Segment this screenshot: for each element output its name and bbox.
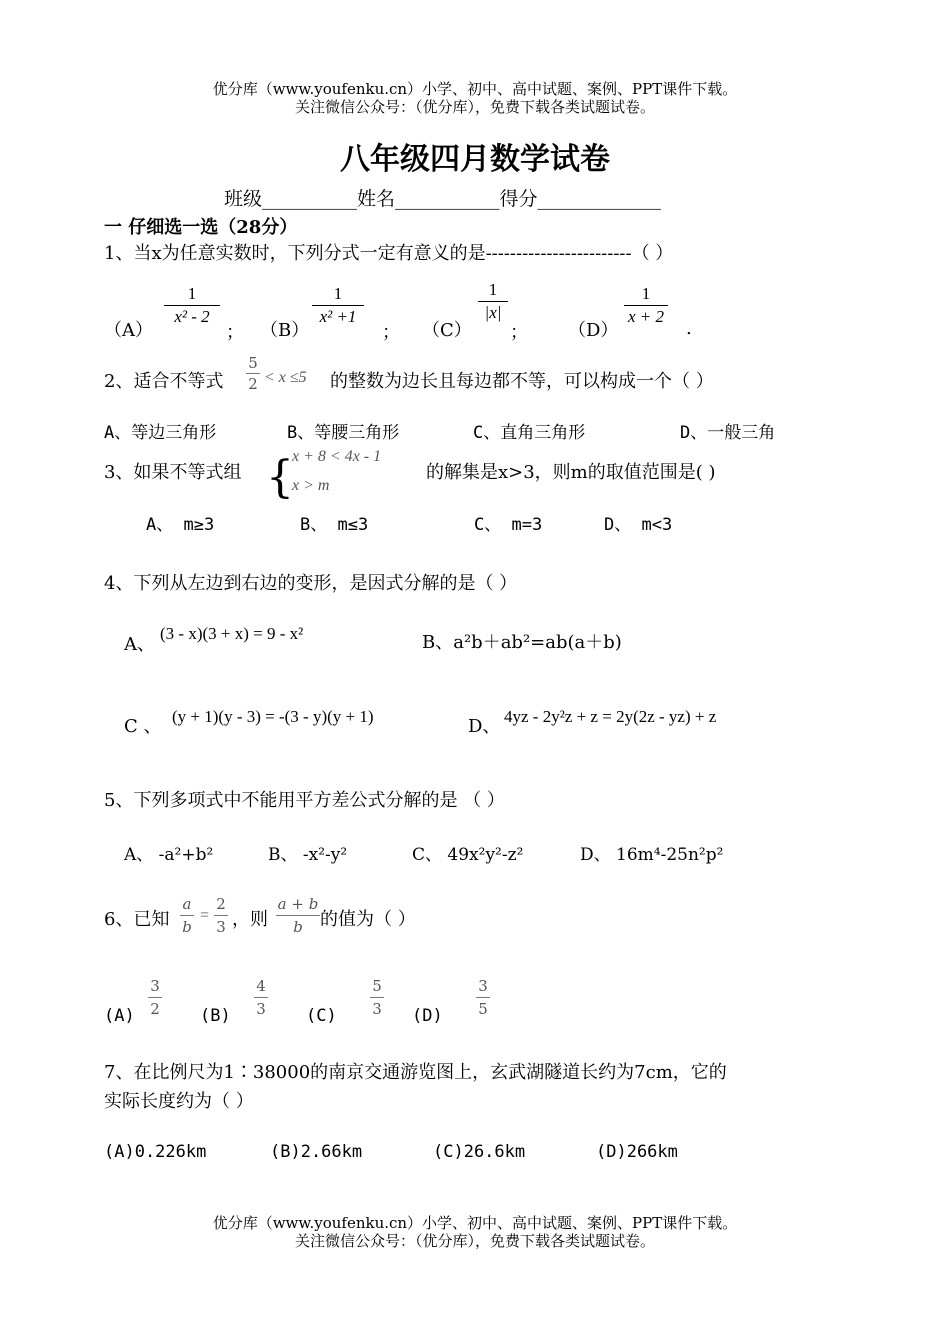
q1-d-den: x + 2 bbox=[627, 307, 665, 326]
q5-option-c: C、 49x²y²-z² bbox=[412, 845, 524, 865]
q1-option-c-sep: ； bbox=[510, 322, 528, 343]
q6-a-num: 3 bbox=[150, 977, 160, 995]
question-5: 5、下列多项式中不能用平方差公式分解的是 （ ） bbox=[104, 790, 505, 811]
left-brace-icon: { bbox=[266, 452, 294, 503]
q1-option-c-label: （C） bbox=[422, 320, 472, 341]
question-7-line-2: 实际长度约为（ ） bbox=[104, 1091, 254, 1112]
page-title: 八年级四月数学试卷 bbox=[340, 142, 610, 177]
q3-option-d: D、 m<3 bbox=[604, 515, 673, 535]
q6-option-c-label: (C) bbox=[306, 1006, 337, 1026]
q2-inequality: < x ≤5 bbox=[264, 369, 307, 386]
q6-prefix: 6、已知 bbox=[104, 909, 170, 930]
q6-c-den: 3 bbox=[372, 1000, 382, 1018]
q6-a-den: 2 bbox=[150, 1000, 160, 1018]
fraction-bar bbox=[148, 997, 162, 998]
q2-prefix: 2、适合不等式 bbox=[104, 371, 224, 392]
q6-d-den: 5 bbox=[478, 1000, 488, 1018]
q4-option-c-label: C 、 bbox=[124, 716, 162, 737]
q5-option-b: B、 -x²-y² bbox=[268, 845, 348, 865]
q6-option-a-label: (A) bbox=[104, 1006, 135, 1026]
fraction-bar bbox=[254, 997, 268, 998]
fraction-bar bbox=[476, 997, 490, 998]
q6-b-den: 3 bbox=[256, 1000, 266, 1018]
fraction-bar bbox=[214, 915, 228, 916]
q3-system-line-2: x > m bbox=[292, 477, 330, 494]
q3-option-c: C、 m=3 bbox=[474, 515, 543, 535]
header-line-1: 优分库（www.youfenku.cn）小学、初中、高中试题、案例、PPT课件下载。 bbox=[212, 80, 738, 98]
q4-option-a-expr: (3 - x)(3 + x) = 9 - x² bbox=[160, 624, 304, 643]
q2-option-d: D、一般三角 bbox=[680, 423, 776, 443]
q6-option-c-fraction bbox=[370, 976, 384, 1019]
fraction-bar bbox=[180, 915, 194, 916]
q1-option-a-fraction bbox=[164, 284, 220, 327]
student-info: 班级__________姓名___________得分_____________ bbox=[224, 188, 662, 210]
q5-option-d: D、 16m⁴-25n²p² bbox=[580, 845, 724, 865]
q6-mid: ，则 bbox=[232, 909, 268, 930]
q6-option-d-label: (D) bbox=[412, 1006, 443, 1026]
q1-option-a-label: （A） bbox=[104, 320, 153, 341]
q3-suffix: 的解集是x>3，则m的取值范围是( ) bbox=[426, 462, 716, 483]
q2-fraction bbox=[246, 354, 260, 393]
q7-option-c: (C)26.6km bbox=[433, 1142, 526, 1162]
q1-option-d-label: （D） bbox=[568, 320, 619, 341]
q6-fraction-1 bbox=[180, 894, 194, 937]
q6-equals: = bbox=[200, 907, 210, 924]
q4-option-c-expr: (y + 1)(y - 3) = -(3 - y)(y + 1) bbox=[172, 707, 374, 726]
q1-d-num: 1 bbox=[641, 284, 651, 303]
q1-option-c-fraction bbox=[478, 280, 508, 323]
q6-f1-den: b bbox=[182, 918, 192, 936]
q6-f2-num: 2 bbox=[216, 895, 226, 913]
q7-option-b: (B)2.66km bbox=[270, 1142, 363, 1162]
q1-option-d-sep: . bbox=[686, 318, 692, 339]
fraction-bar bbox=[370, 997, 384, 998]
q4-option-d-label: D、 bbox=[468, 716, 501, 737]
fraction-bar bbox=[164, 305, 220, 306]
q1-c-num: 1 bbox=[488, 280, 498, 299]
q1-option-b-sep: ； bbox=[382, 322, 400, 343]
question-4: 4、下列从左边到右边的变形，是因式分解的是（ ） bbox=[104, 573, 518, 594]
q1-b-num: 1 bbox=[333, 284, 343, 303]
q2-frac-den: 2 bbox=[248, 375, 258, 393]
q6-f3-den: b bbox=[293, 918, 303, 936]
q6-f1-num: a bbox=[182, 895, 192, 913]
q3-option-b: B、 m≤3 bbox=[300, 515, 369, 535]
q6-d-num: 3 bbox=[478, 977, 488, 995]
q1-a-num: 1 bbox=[187, 284, 197, 303]
q6-fraction-3 bbox=[276, 894, 320, 937]
q4-option-b: B、a²b＋ab²=ab(a＋b) bbox=[422, 632, 622, 653]
header-line-2: 关注微信公众号：（优分库），免费下载各类试题试卷。 bbox=[294, 98, 655, 116]
q7-option-a: (A)0.226km bbox=[104, 1142, 207, 1162]
fraction-bar bbox=[624, 305, 668, 306]
q6-option-b-label: (B) bbox=[200, 1006, 231, 1026]
q6-f3-num: a + b bbox=[277, 895, 319, 913]
q1-option-a-sep: ； bbox=[226, 322, 244, 343]
question-7-line-1: 7、在比例尺为1∶38000的南京交通游览图上，玄武湖隧道长约为7cm，它的 bbox=[104, 1062, 727, 1083]
q6-option-a-fraction bbox=[148, 976, 162, 1019]
fraction-bar bbox=[276, 915, 320, 916]
q3-option-a: A、 m≥3 bbox=[146, 515, 215, 535]
q1-c-den: |x| bbox=[484, 303, 502, 322]
q6-suffix: 的值为（ ） bbox=[320, 909, 416, 930]
q4-option-d-expr: 4yz - 2y²z + z = 2y(2z - yz) + z bbox=[504, 707, 717, 726]
q2-option-a: A、等边三角形 bbox=[104, 423, 217, 443]
q5-option-a: A、 -a²+b² bbox=[124, 845, 214, 865]
q2-option-c: C、直角三角形 bbox=[473, 423, 586, 443]
q1-option-b-fraction bbox=[312, 284, 364, 327]
q7-option-d: (D)266km bbox=[596, 1142, 678, 1162]
q3-system-line-1: x + 8 < 4x - 1 bbox=[292, 448, 382, 465]
fraction-bar bbox=[246, 373, 260, 374]
q1-b-den: x² +1 bbox=[319, 307, 357, 326]
q6-c-num: 5 bbox=[372, 977, 382, 995]
q4-option-a-label: A、 bbox=[124, 634, 155, 655]
q2-frac-num: 5 bbox=[248, 354, 258, 372]
q6-option-d-fraction bbox=[476, 976, 490, 1019]
section-title: 一 仔细选一选（28分） bbox=[104, 217, 298, 238]
q6-f2-den: 3 bbox=[216, 918, 226, 936]
q3-prefix: 3、如果不等式组 bbox=[104, 462, 242, 483]
q2-option-b: B、等腰三角形 bbox=[287, 423, 400, 443]
q2-suffix: 的整数为边长且每边都不等，可以构成一个（ ） bbox=[330, 371, 714, 392]
q6-fraction-2 bbox=[214, 894, 228, 937]
question-1: 1、当x为任意实数时，下列分式一定有意义的是------------------------（ ） bbox=[104, 243, 674, 264]
fraction-bar bbox=[478, 301, 508, 302]
footer-line-2: 关注微信公众号：（优分库），免费下载各类试题试卷。 bbox=[294, 1232, 655, 1250]
footer-line-1: 优分库（www.youfenku.cn）小学、初中、高中试题、案例、PPT课件下载。 bbox=[212, 1214, 738, 1232]
q1-a-den: x² - 2 bbox=[174, 307, 210, 326]
q1-option-d-fraction bbox=[624, 284, 668, 327]
q6-b-num: 4 bbox=[256, 977, 266, 995]
q6-option-b-fraction bbox=[254, 976, 268, 1019]
fraction-bar bbox=[312, 305, 364, 306]
q1-option-b-label: （B） bbox=[260, 320, 310, 341]
